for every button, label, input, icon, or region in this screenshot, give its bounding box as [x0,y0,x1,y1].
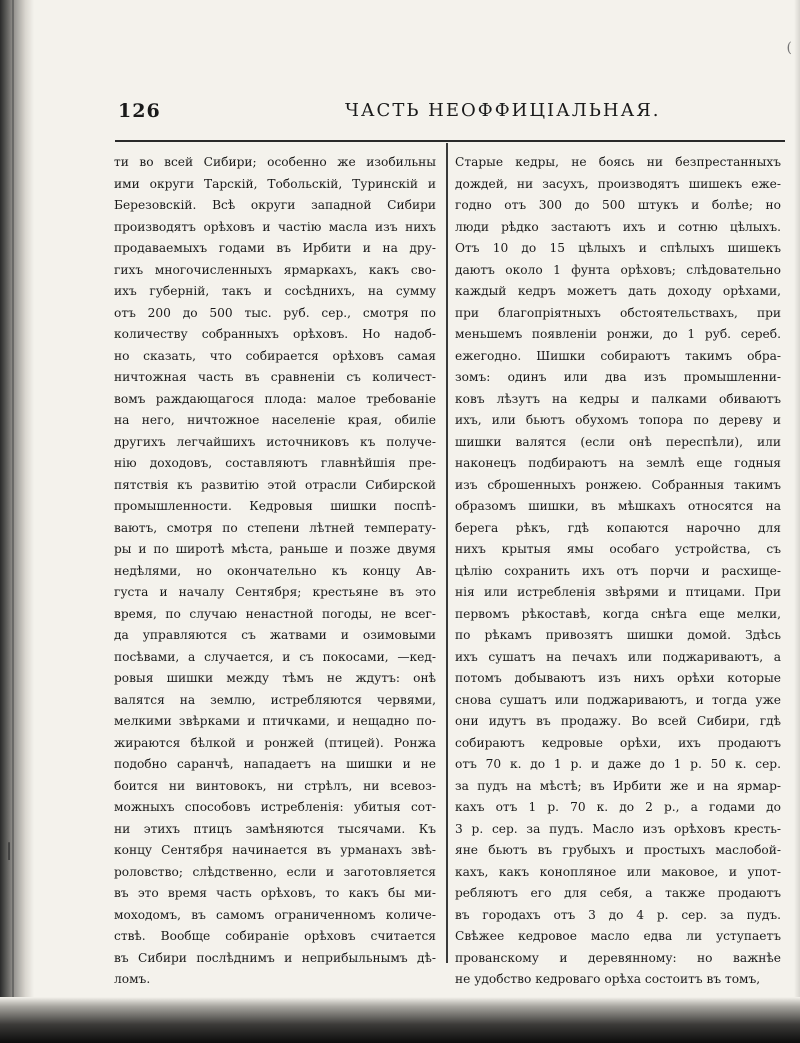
left-column-line: ти во всей Сибири; особенно же изобильны [114,155,436,169]
right-column-line: ихъ, или бьютъ обухомъ топора по дереву и [455,413,781,427]
left-column-line: недѣлями, но окончательно къ концу Ав- [114,563,436,578]
right-column-line: изъ сброшенныхъ ронжею. Собранныя такимъ [455,477,781,492]
left-column-line: промышленности. Кедровыя шишки поспѣ- [114,499,436,513]
left-column-line: другихъ легчайшихъ источниковъ къ получе- [114,434,436,449]
right-column-line: цѣлію сохранить ихъ отъ порчи и расхище- [455,563,781,578]
right-column-line: Свѣжее кедровое масло едва ли уступаетъ [455,929,781,943]
left-column [114,152,436,991]
right-column-line: ребляютъ его для себя, а также продаютъ [455,886,781,900]
right-column-line: наконецъ подбираютъ на землѣ еще годныя [455,456,781,470]
left-column-line: нію доходовъ, составляютъ главнѣйшія пре- [114,456,436,470]
left-column-line: посѣвами, а случается, и съ покосами, —кед- [114,649,436,664]
right-column-line: по рѣкамъ привозятъ шишки домой. Здѣсь [455,628,781,642]
right-column-line: Старые кедры, не боясь ни безпрестанныхъ [455,155,781,169]
right-column-line: даютъ около 1 фунта орѣховъ; слѣдовательно [455,262,781,277]
right-column-line: прованскому и деревянному: но важнѣе [455,950,781,965]
right-column-line: яне бьютъ въ грубыхъ и простыхъ маслобой- [455,843,781,857]
left-column-line: гихъ многочисленныхъ ярмаркахъ, какъ сво- [114,262,436,277]
left-column-line: въ Сибири послѣднимъ и неприбыльнымъ дѣ- [114,950,436,965]
left-column-line: роловство; слѣдственно, если и заготовляется [114,864,436,879]
right-column-line: 3 р. сер. за пудъ. Масло изъ орѣховъ кресть- [455,821,781,836]
left-column-line: Березовскій. Всѣ округи западной Сибири [114,198,436,212]
right-column-line: ковъ лѣзутъ на кедры и палками обиваютъ [455,391,781,406]
right-column-line: меньшемъ появленіи ронжи, до 1 руб. сереб. [455,327,781,341]
right-column-line: каждый кедръ можетъ дать доходу орѣхами, [455,284,781,298]
left-column-line: мелкими звѣрками и птичками, и нещадно по- [114,714,436,728]
left-column-line: боится ни винтовокъ, ни стрѣлъ, ни всевоз- [114,778,436,793]
right-column-line: при благопріятныхъ обстоятельствахъ, при [455,305,781,320]
left-column-line: ровыя шишки между тѣмъ не ждутъ: онѣ [114,671,436,685]
left-column-line: производятъ орѣховъ и частію масла изъ нихъ [114,219,436,234]
left-column-line: ими округи Тарскій, Тобольскій, Туринскій и [114,176,436,191]
right-column-line: они идутъ въ продажу. Во всей Сибири, гдѣ [455,714,781,728]
left-column-line: но сказать, что собирается орѣховъ самая [114,348,436,363]
left-column-line: въ это время часть орѣховъ, то какъ бы ми- [114,886,436,900]
right-column-line: ихъ сушатъ на печахъ или поджариваютъ, а [455,649,781,664]
right-column-line: ежегодно. Шишки собираютъ такимъ обра- [455,348,781,363]
left-column-line: жираются бѣлкой и ронжей (птицей). Ронжа [114,735,436,750]
left-column-line: концу Сентября начинается въ урманахъ звѣ- [114,843,436,857]
binding-line [12,0,14,1043]
left-column-line: время, по случаю ненастной погоды, не всег- [114,606,436,621]
page-right-edge [794,0,800,1043]
column-divider [446,143,448,963]
left-column-line: моходомъ, въ самомъ ограниченномъ количе- [114,907,436,922]
left-column-line: ничтожная часть въ сравненіи съ количест- [114,370,436,384]
right-column [455,152,781,991]
left-column-line: отъ 200 до 500 тыс. руб. сер., смотря по [114,305,436,320]
right-column-line: дождей, ни засухъ, производятъ шишекъ еже- [455,176,781,191]
left-column-line: густа и началу Сентября; крестьяне въ это [114,585,436,599]
margin-mark-left: | [6,840,13,861]
right-column-line: снова сушатъ или поджариваютъ, и тогда уже [455,692,781,707]
right-column-line: кахъ отъ 1 р. 70 к. до 2 р., а годами до [455,800,781,814]
right-column-line: за пудъ на мѣстѣ; въ Ирбити же и на ярмар- [455,778,781,793]
right-column-line: Отъ 10 до 15 цѣлыхъ и спѣлыхъ шишекъ [455,241,781,255]
left-column-line: ствѣ. Вообще собираніе орѣховъ считается [114,929,436,943]
left-column-line: продаваемыхъ годами въ Ирбити и на дру- [114,241,436,255]
right-column-line: не удобство кедроваго орѣха состоитъ въ томъ, [455,972,761,986]
right-column-line: потомъ добываютъ изъ нихъ орѣхи которые [455,671,781,685]
right-column-line: берега рѣкъ, гдѣ копаются нарочно для [455,520,781,535]
left-column-line: подобно саранчѣ, нападаетъ на шишки и не [114,757,436,771]
bottom-scan-shadow [0,997,800,1043]
right-column-line: образомъ шишки, въ мѣшкахъ относятся на [455,499,781,513]
header-rule [115,140,785,142]
running-head: ЧАСТЬ НЕОФФИЦІАЛЬНАЯ. [345,100,661,121]
left-column-line: ни этихъ птицъ замѣняются тысячами. Къ [114,821,436,836]
left-column-line: ломъ. [114,972,151,986]
right-column-line: нихъ крытыя ямы особаго устройства, съ [455,542,781,556]
right-column-line: въ городахъ отъ 3 до 4 р. сер. за пудъ. [455,907,781,922]
left-column-line: валятся на землю, истребляются червями, [114,692,436,707]
right-column-line: зомъ: одинъ или два изъ промышленни- [455,370,781,384]
left-column-line: вомъ раждающагося плода: малое требованіе [114,391,436,406]
left-column-line: на него, ничтожное населеніе края, обиліе [114,413,436,427]
left-column-line: пятствія къ развитію этой отрасли Сибирской [114,477,436,492]
right-column-line: люди рѣдко застаютъ ихъ и сотню цѣлыхъ. [455,219,781,234]
right-column-line: нія или истребленія звѣрями и птицами. При [455,585,781,599]
right-column-line: годно отъ 300 до 500 штукъ и болѣе; но [455,198,781,212]
right-column-line: первомъ рѣкоставѣ, когда снѣга еще мелки, [455,606,781,621]
margin-mark-right: ( [786,40,792,56]
left-column-line: можныхъ способовъ истребленія: убитыя сот- [114,800,436,814]
right-column-line: шишки валятся (если онѣ переспѣли), или [455,434,781,449]
right-column-line: отъ 70 к. до 1 р. и даже до 1 р. 50 к. сер. [455,757,781,771]
right-column-line: собираютъ кедровые орѣхи, ихъ продаютъ [455,735,781,750]
left-column-line: да управляются съ жатвами и озимовыми [114,628,436,642]
right-column-line: кахъ, какъ конопляное или маковое, и упот- [455,864,781,879]
left-column-line: ры и по широтѣ мѣста, раньше и позже двумя [114,542,436,556]
binding-shadow [0,0,34,1043]
page-number: 126 [118,100,161,122]
left-column-line: количеству собранныхъ орѣховъ. Но надоб- [114,327,436,341]
left-column-line: ваютъ, смотря по степени лѣтней температу- [114,520,436,535]
left-column-line: ихъ губерній, такъ и сосѣднихъ, на сумму [114,284,436,298]
